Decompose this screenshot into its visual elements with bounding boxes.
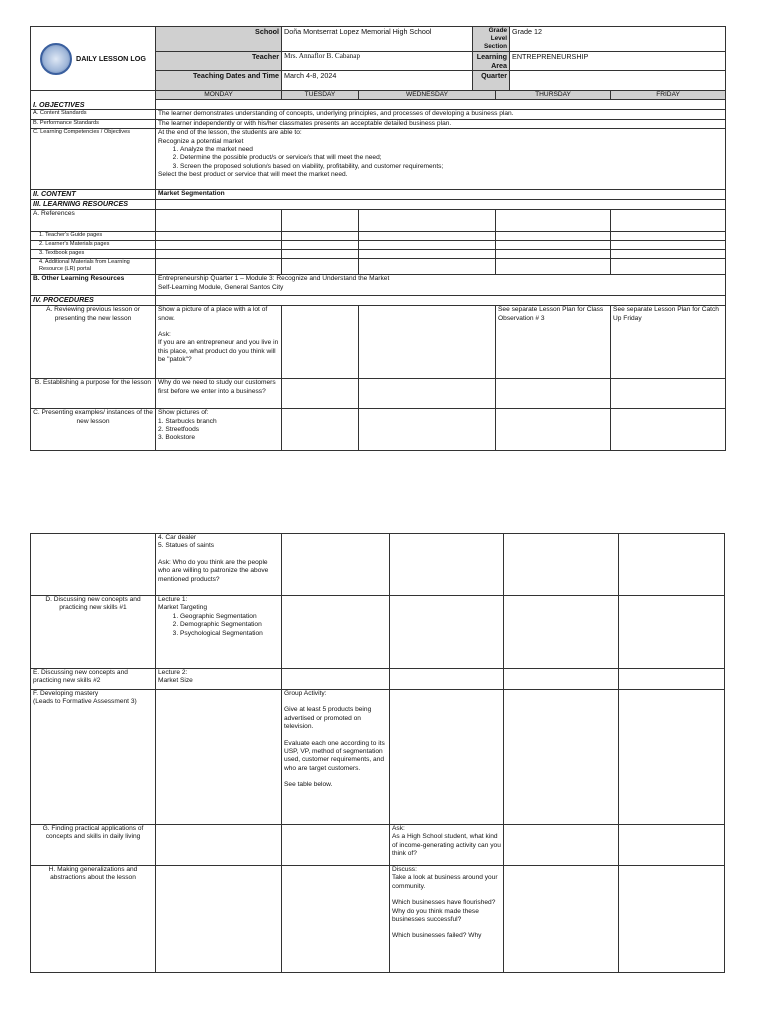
cell-blank [156, 210, 282, 232]
dll-title-cell [31, 27, 156, 91]
cell-blank [611, 409, 726, 451]
cell-blank [496, 250, 611, 259]
cell-blank [390, 690, 504, 825]
textbook-pages-label: 3. Textbook pages [31, 250, 156, 259]
procedure-text: 1. Starbucks branch [158, 417, 217, 425]
deped-seal-icon [40, 43, 72, 75]
cell-blank [619, 866, 725, 973]
procedure-e-label: E. Discussing new concepts and practicing new skills #2 [31, 669, 156, 690]
cell-blank [156, 250, 282, 259]
cell-blank [156, 866, 282, 973]
cell-blank [504, 690, 619, 825]
other-resources-line: Entrepreneurship Quarter 1 – Module 3: Recognize and Understand the Market [158, 275, 390, 283]
cell-blank [282, 866, 390, 973]
procedure-text: 4. Car dealer [158, 534, 197, 541]
procedure-e-monday [156, 669, 282, 690]
content-standards-text: The learner demonstrates understanding of concepts, underlying principles, and processes of developing a business plan. [156, 110, 726, 119]
procedure-text: Ask: Who do you think are the people who are willing to patronize the above mentioned products? [158, 558, 269, 583]
quarter-value [510, 71, 726, 91]
segmentation-item: 2. Demographic Segmentation [180, 621, 279, 629]
procedure-text: Show pictures of: [158, 409, 209, 417]
content-text: Market Segmentation [156, 190, 726, 200]
cell-blank [359, 210, 496, 232]
school-label: School [156, 27, 282, 52]
cell-blank [619, 596, 725, 669]
performance-standards-text: The learner independently or with his/her classmates presents an acceptable detailed business plan. [156, 119, 726, 128]
cell-blank [282, 210, 359, 232]
day-friday: FRIDAY [611, 91, 726, 100]
cell-blank [282, 409, 359, 451]
cell-blank [359, 259, 496, 275]
cell-blank [504, 596, 619, 669]
procedure-b-monday: Why do we need to study our customers first before we enter into a business? [156, 379, 282, 409]
cell-blank [156, 232, 282, 241]
cell-blank [359, 250, 496, 259]
competencies-lead: Recognize a potential market [158, 137, 244, 145]
procedure-text: 3. Bookstore [158, 434, 196, 442]
procedure-d-monday [156, 596, 282, 669]
cell-blank [282, 232, 359, 241]
procedure-text: Show a picture of a place with a lot of snow. [158, 306, 268, 322]
cell-blank [282, 250, 359, 259]
procedure-text: Lecture 2: [158, 669, 188, 676]
lm-pages-label: 2. Learner's Materials pages [31, 241, 156, 250]
procedure-text: As a High School student, what kind of income-generating activity can you think of? [392, 833, 501, 858]
procedure-text: Ask: [392, 825, 405, 832]
dates-label: Teaching Dates and Time [156, 71, 282, 91]
cell-blank [496, 210, 611, 232]
cell-blank [496, 232, 611, 241]
performance-standards-label: B. Performance Standards [31, 119, 156, 128]
competencies-text [156, 129, 726, 190]
document-title: DAILY LESSON LOG [76, 53, 146, 63]
cell-blank [282, 825, 390, 866]
competency-item: 2. Determine the possible product/s or service/s that will meet the need; [180, 154, 723, 162]
cell-blank [504, 534, 619, 596]
lesson-log-table-page-2 [30, 533, 725, 973]
other-resources-label: B. Other Learning Resources [31, 275, 156, 296]
competencies-list [158, 146, 723, 171]
additional-materials-label: 4. Additional Materials from Learning Resource (LR) portal [31, 259, 156, 275]
cell-blank [611, 241, 726, 250]
procedure-text: Group Activity: [284, 690, 327, 697]
cell-blank [504, 825, 619, 866]
quarter-label: Quarter [473, 71, 510, 91]
procedure-text: Market Size [158, 677, 193, 685]
procedure-h-wednesday [390, 866, 504, 973]
procedure-a-label: A. Reviewing previous lesson or presenting the new lesson [31, 306, 156, 379]
procedure-text: See table below. [284, 781, 333, 789]
learning-area-label: Learning Area [473, 52, 510, 71]
cell-blank [156, 241, 282, 250]
procedure-f-label [31, 690, 156, 825]
competencies-close: Select the best product or service that will meet the market need. [158, 171, 348, 179]
cell-blank [496, 259, 611, 275]
competencies-intro: At the end of the lesson, the students are able to: [158, 129, 302, 137]
procedure-label-line: F. Developing mastery [33, 690, 99, 697]
procedure-a-monday [156, 306, 282, 379]
procedure-a-thursday: See separate Lesson Plan for Class Observation # 3 [496, 306, 611, 379]
cell-blank [282, 379, 359, 409]
procedure-text: 2. Streetfoods [158, 426, 200, 434]
day-monday: MONDAY [156, 91, 282, 100]
procedure-c-monday-cont [156, 534, 282, 596]
segmentation-item: 3. Psychological Segmentation [180, 630, 279, 638]
learning-area-value: ENTREPRENEURSHIP [510, 52, 726, 71]
day-tuesday: TUESDAY [282, 91, 359, 100]
objectives-heading: I. OBJECTIVES [31, 91, 156, 110]
procedure-d-label: D. Discussing new concepts and practicing new skills #1 [31, 596, 156, 669]
competency-item: 3. Screen the proposed solution/s based on viability, profitability, and customer requirements; [180, 163, 723, 171]
resources-heading-blank [156, 200, 726, 210]
cell-blank [611, 250, 726, 259]
procedure-text: Take a look at business around your community. [392, 874, 498, 890]
cell-blank [504, 866, 619, 973]
procedure-c-label: C. Presenting examples/ instances of the new lesson [31, 409, 156, 451]
procedure-text: Which businesses failed? Why [392, 932, 482, 940]
segmentation-list [158, 613, 279, 638]
cell-blank [359, 306, 496, 379]
teacher-value: Mrs. Annaflor B. Cabanap [282, 52, 473, 71]
competency-item: 1. Analyze the market need [180, 146, 723, 154]
cell-blank [282, 306, 359, 379]
cell-blank [619, 534, 725, 596]
school-value: Doña Montserrat Lopez Memorial High School [282, 27, 473, 52]
other-resources-line: Self-Learning Module, General Santos City [158, 283, 284, 291]
cell-blank [359, 232, 496, 241]
cell-blank [156, 259, 282, 275]
lesson-log-table-page-1 [30, 26, 726, 451]
cell-blank [282, 596, 390, 669]
resources-heading: III. LEARNING RESOURCES [31, 200, 156, 210]
procedure-text: Discuss: [392, 866, 417, 873]
content-standards-label: A. Content Standards [31, 110, 156, 119]
procedure-text: Which businesses have flourished? Why do you think made these businesses successful? [392, 899, 496, 924]
grade-label: Grade Level Section [473, 27, 510, 52]
procedures-heading-blank [156, 296, 726, 306]
dates-value: March 4-8, 2024 [282, 71, 473, 91]
cell-blank [390, 534, 504, 596]
grade-value: Grade 12 [510, 27, 726, 52]
cell-blank [496, 409, 611, 451]
cell-blank [390, 596, 504, 669]
procedure-a-friday: See separate Lesson Plan for Catch Up Friday [611, 306, 726, 379]
procedure-c-monday [156, 409, 282, 451]
procedure-text: 5. Statues of saints [158, 542, 215, 550]
competencies-label: C. Learning Competencies / Objectives [31, 129, 156, 190]
references-label: A. References [31, 210, 156, 232]
cell-blank [359, 379, 496, 409]
procedure-text: Give at least 5 products being advertised or promoted on television. [284, 706, 372, 731]
procedure-text: Ask: [158, 331, 171, 339]
cell-blank [359, 409, 496, 451]
cell-blank [156, 825, 282, 866]
procedure-text: Market Targeting [158, 604, 207, 612]
cell-blank [611, 210, 726, 232]
cell-blank [282, 534, 390, 596]
cell-blank [619, 825, 725, 866]
cell-blank [611, 232, 726, 241]
tg-pages-label: 1. Teacher's Guide pages [31, 232, 156, 241]
procedure-text: Lecture 1: [158, 596, 188, 603]
procedure-text: Evaluate each one according to its USP, VP, method of segmentation used, customer requirements, and who are target customers. [284, 739, 385, 772]
cell-blank [31, 534, 156, 596]
cell-blank [156, 690, 282, 825]
segmentation-item: 1. Geographic Segmentation [180, 613, 279, 621]
procedure-b-label: B. Establishing a purpose for the lesson [31, 379, 156, 409]
content-heading: II. CONTENT [31, 190, 156, 200]
other-resources-text [156, 275, 726, 296]
procedure-label-line: (Leads to Formative Assessment 3) [33, 698, 137, 706]
teacher-label: Teacher [156, 52, 282, 71]
cell-blank [496, 379, 611, 409]
cell-blank [496, 241, 611, 250]
day-thursday: THURSDAY [496, 91, 611, 100]
cell-blank [504, 669, 619, 690]
cell-blank [390, 669, 504, 690]
procedures-heading: IV. PROCEDURES [31, 296, 156, 306]
procedure-g-label: G. Finding practical applications of concepts and skills in daily living [31, 825, 156, 866]
cell-blank [282, 259, 359, 275]
cell-blank [282, 669, 390, 690]
cell-blank [619, 669, 725, 690]
procedure-h-label: H. Making generalizations and abstractions about the lesson [31, 866, 156, 973]
cell-blank [282, 241, 359, 250]
procedure-text: If you are an entrepreneur and you live in this place, what product do you think will be "patok"? [158, 339, 279, 364]
cell-blank [359, 241, 496, 250]
objectives-blank-row [156, 100, 726, 110]
day-wednesday: WEDNESDAY [359, 91, 496, 100]
procedure-g-wednesday [390, 825, 504, 866]
procedure-f-tuesday [282, 690, 390, 825]
cell-blank [611, 259, 726, 275]
cell-blank [611, 379, 726, 409]
cell-blank [619, 690, 725, 825]
